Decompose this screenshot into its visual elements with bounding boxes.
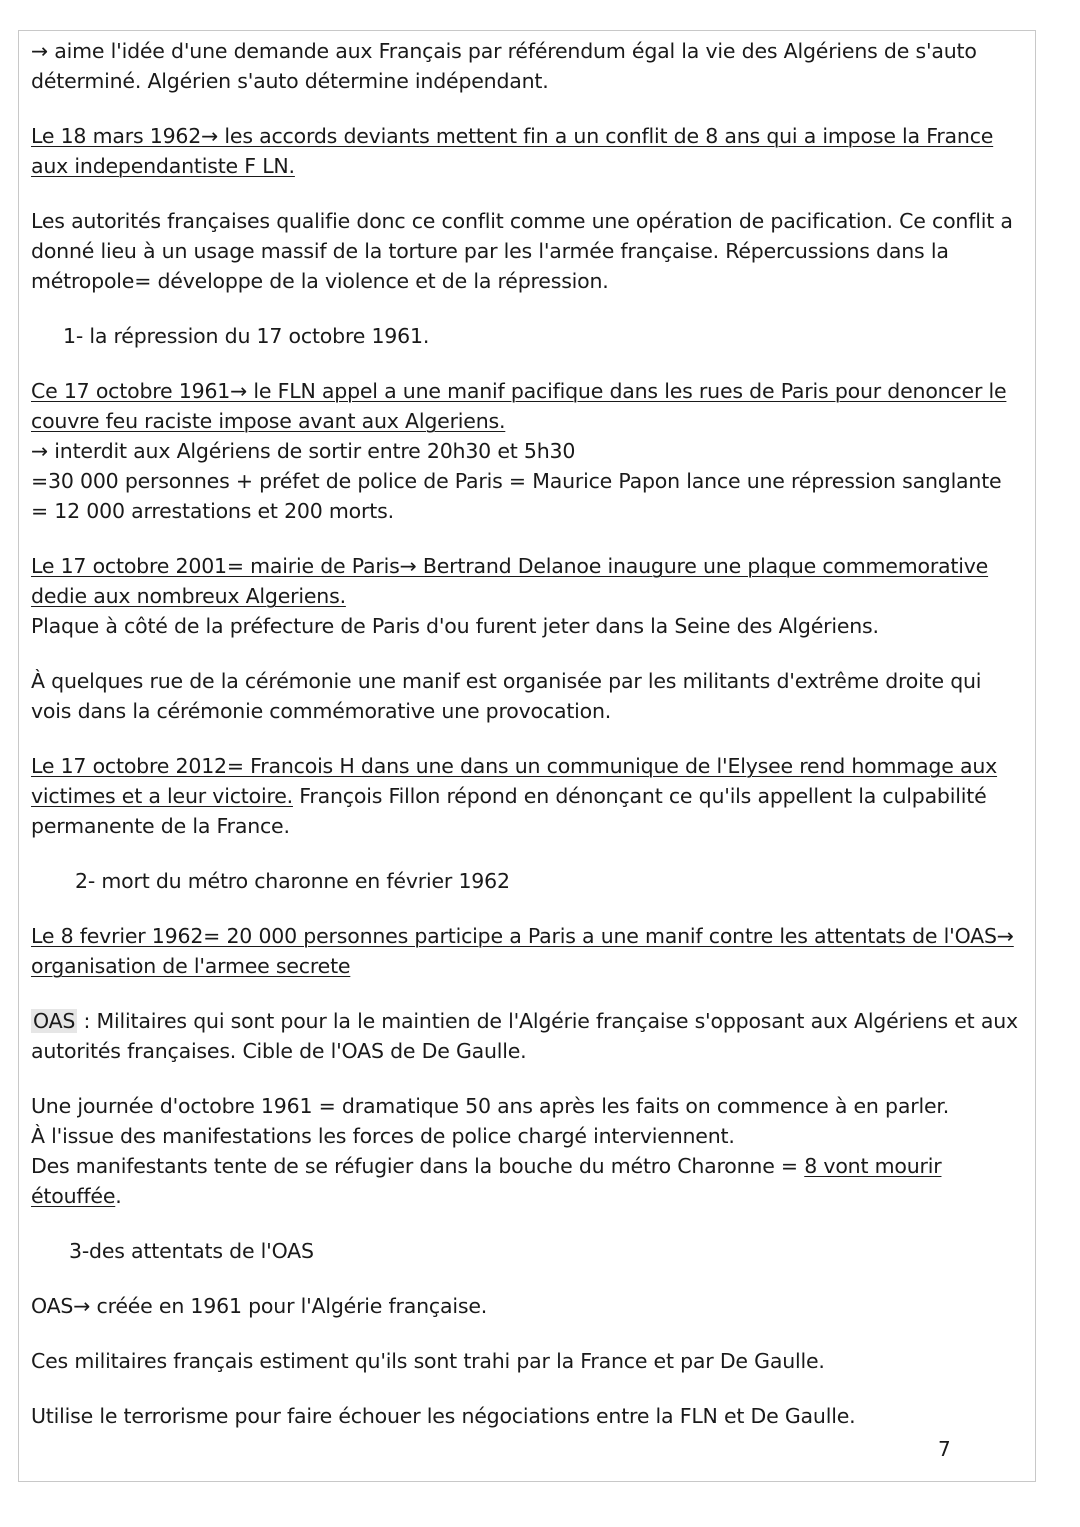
section-heading-2: [31, 866, 1021, 896]
highlighted-label: OAS: [33, 1009, 76, 1033]
text-line: Les autorités françaises qualifie donc ce conflit comme une opération de pacification. Ce conflit a donné lieu à un usage massif de la torture par les l'armée française. Répercussions dans la métropole= développe de la violence et de la répression.: [31, 209, 1013, 293]
paragraph-17-octobre-2012: [31, 751, 1021, 841]
underlined-text: Le 8 fevrier 1962= 20 000 personnes participe a Paris a une manif contre les attentats de l'OAS→ organisation de l'armee secrete: [31, 924, 1014, 978]
heading-text: 1- la répression du 17 octobre 1961.: [63, 324, 430, 348]
text-line: Des manifestants tente de se réfugier dans la bouche du métro Charonne =: [31, 1154, 805, 1178]
text-line: .: [115, 1184, 122, 1208]
section-heading-1: [31, 321, 1021, 351]
underlined-text: 8 vont mourir étouffée: [31, 1154, 942, 1208]
heading-text: 3-des attentats de l'OAS: [69, 1239, 314, 1263]
underlined-text: Le 18 mars 1962→ les accords deviants mettent fin a un conflit de 8 ans qui a impose la France aux independantiste F LN.: [31, 124, 994, 178]
text-line: =30 000 personnes + préfet de police de Paris = Maurice Papon lance une répression sanglante = 12 000 arrestations et 200 morts.: [31, 469, 1002, 523]
text-line: Utilise le terrorisme pour faire échouer les négociations entre la FLN et De Gaulle.: [31, 1404, 856, 1428]
underlined-text: Le 17 octobre 2001= mairie de Paris→ Bertrand Delanoe inaugure une plaque commemorative dedie aux nombreux Algeriens.: [31, 554, 989, 608]
paragraph-oas-terrorisme: [31, 1401, 1021, 1431]
text-line: : Militaires qui sont pour la le maintien de l'Algérie française s'opposant aux Algériens et aux autorités françaises. Cible de l'OAS de De Gaulle.: [31, 1009, 1018, 1063]
underlined-text: Ce 17 octobre 1961→ le FLN appel a une manif pacifique dans les rues de Paris pour denoncer le couvre feu raciste impose avant aux Algeriens.: [31, 379, 1007, 433]
text-line: François Fillon répond en dénonçant ce qu'ils appellent la culpabilité permanente de la France.: [31, 784, 987, 838]
paragraph-extreme-droite: [31, 666, 1021, 726]
heading-text: 2- mort du métro charonne en février 1962: [75, 869, 510, 893]
page-number: 7: [938, 1437, 951, 1461]
text-line: OAS→ créée en 1961 pour l'Algérie française.: [31, 1294, 488, 1318]
paragraph-17-octobre-2001: [31, 551, 1021, 641]
paragraph-17-octobre-1961: [31, 376, 1021, 526]
paragraph-oas-creation: [31, 1291, 1021, 1321]
text-line: À quelques rue de la cérémonie une manif est organisée par les militants d'extrême droite qui vois dans la cérémonie commémorative une provocation.: [31, 669, 982, 723]
paragraph-pacification: [31, 206, 1021, 296]
text-line: Ces militaires français estiment qu'ils sont trahi par la France et par De Gaulle.: [31, 1349, 825, 1373]
text-line: À l'issue des manifestations les forces de police chargé interviennent.: [31, 1124, 735, 1148]
text-line: → aime l'idée d'une demande aux Français par référendum égal la vie des Algériens de s'auto déterminé. Algérien s'auto détermine indépendant.: [31, 39, 977, 93]
paragraph-charonne: [31, 1091, 1021, 1211]
paragraph-8-fevrier-1962: [31, 921, 1021, 981]
paragraph-oas-definition: [31, 1006, 1021, 1066]
paragraph-referendum: [31, 36, 1021, 96]
paragraph-accords-evian: [31, 121, 1021, 181]
underlined-text: Le 17 octobre 2012= Francois H dans une dans un communique de l'Elysee rend hommage aux victimes et a leur victoire.: [31, 754, 998, 808]
text-line: → interdit aux Algériens de sortir entre 20h30 et 5h30: [31, 439, 576, 463]
document-body: [31, 36, 1021, 1456]
text-line: Une journée d'octobre 1961 = dramatique 50 ans après les faits on commence à en parler.: [31, 1094, 950, 1118]
section-heading-3: [31, 1236, 1021, 1266]
paragraph-oas-trahison: [31, 1346, 1021, 1376]
text-line: Plaque à côté de la préfecture de Paris d'ou furent jeter dans la Seine des Algériens.: [31, 614, 879, 638]
